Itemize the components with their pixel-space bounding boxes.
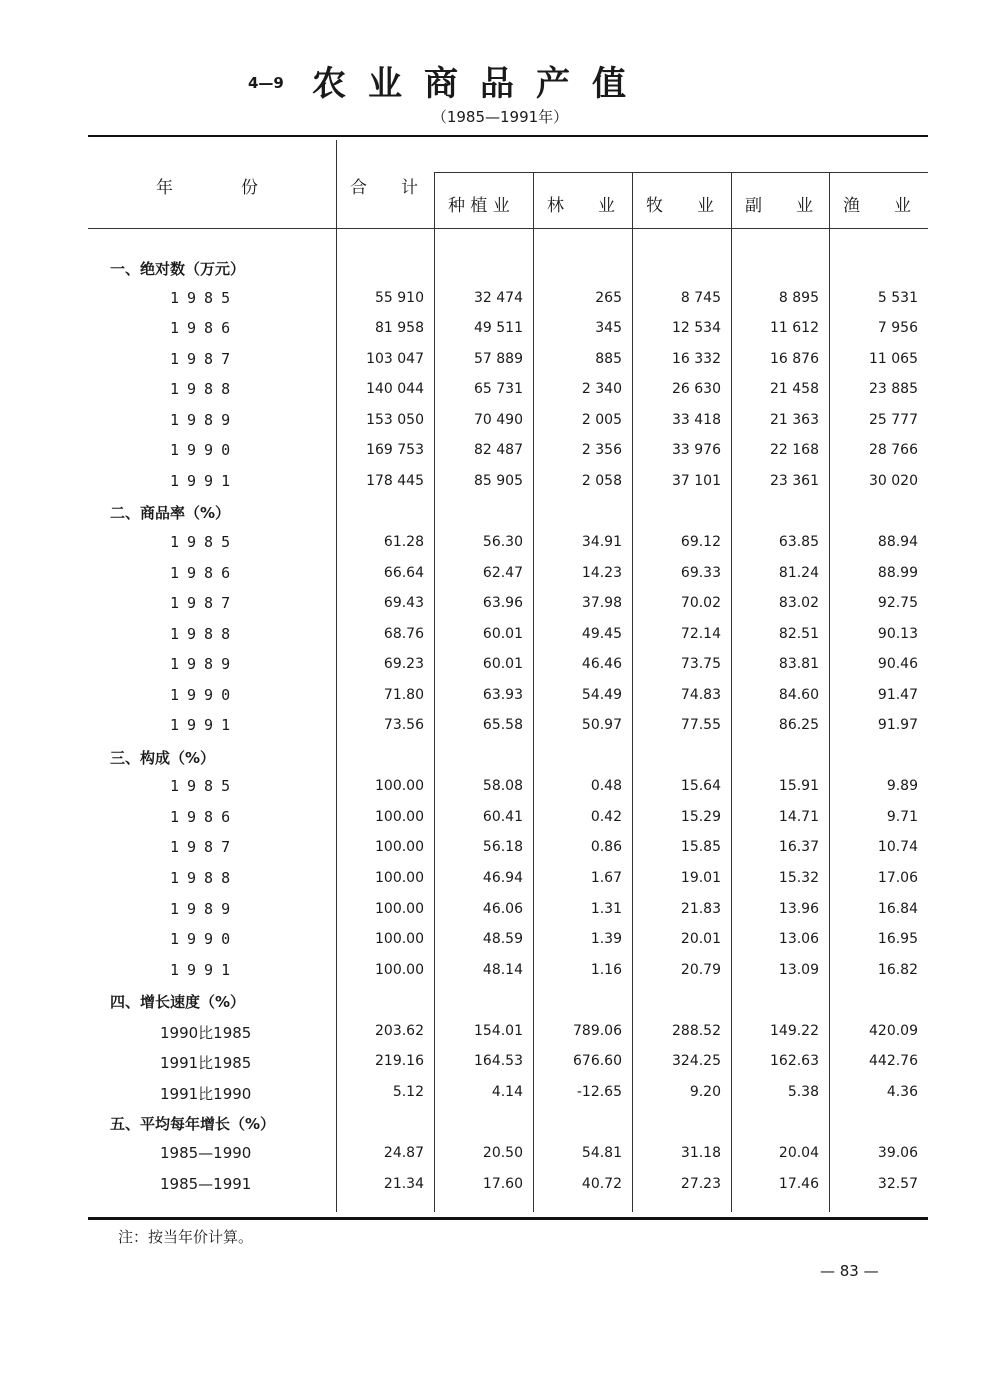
table-cell: 0.42	[590, 808, 622, 825]
table-cell: 4.14	[491, 1083, 523, 1100]
table-cell: 13.06	[778, 931, 819, 948]
table-cell: 63.85	[778, 533, 819, 550]
table-number: 4—9	[248, 74, 284, 92]
table-cell: 21 363	[770, 411, 819, 428]
table-cell: 24.87	[383, 1144, 424, 1161]
top-rule	[88, 135, 928, 137]
row-label: 1988	[170, 380, 239, 399]
table-cell: 88.99	[877, 564, 918, 581]
table-cell: 16.37	[778, 839, 819, 856]
table-cell: 2 356	[581, 442, 622, 459]
header-year: 年 份	[156, 178, 258, 198]
table-cell: 16 332	[672, 350, 721, 367]
table-cell: 65.58	[482, 717, 523, 734]
table-cell: 26 630	[672, 381, 721, 398]
table-cell: 73.75	[680, 656, 721, 673]
table-cell: 82 487	[474, 442, 523, 459]
table-cell: 100.00	[375, 808, 424, 825]
table-cell: 81 958	[375, 320, 424, 337]
row-label: 1991比1990	[160, 1084, 252, 1103]
table-cell: 9.71	[886, 808, 918, 825]
table-cell: 13.96	[778, 900, 819, 917]
table-cell: 48.14	[482, 961, 523, 978]
table-cell: 16.95	[877, 931, 918, 948]
row-label: 1987	[170, 349, 239, 368]
table-cell: 20.50	[482, 1144, 523, 1161]
bottom-rule	[88, 1217, 928, 1220]
table-cell: 15.64	[680, 778, 721, 795]
table-cell: 153 050	[366, 411, 424, 428]
row-label: 1985	[170, 532, 239, 551]
table-cell: 37 101	[672, 472, 721, 489]
table-cell: 46.94	[482, 870, 523, 886]
section-label: 五、平均每年增长（%）	[110, 1115, 276, 1134]
table-cell: 1.67	[590, 870, 622, 886]
table-cell: 20.79	[680, 961, 721, 978]
table-cell: 60.41	[482, 808, 523, 825]
table-cell: 28 766	[869, 442, 918, 459]
table-cell: 7 956	[877, 320, 918, 337]
section-label: 一、绝对数（万元）	[110, 260, 246, 278]
row-label: 1986	[170, 319, 239, 338]
page-number: — 83 —	[820, 1262, 879, 1280]
table-cell: 154.01	[474, 1022, 523, 1039]
table-cell: 69.23	[383, 656, 424, 673]
table-cell: 8 745	[680, 289, 721, 306]
row-label: 1991	[170, 960, 239, 979]
row-label: 1988	[170, 624, 239, 643]
table-cell: 164.53	[474, 1053, 523, 1070]
table-cell: 2 340	[581, 381, 622, 398]
row-label: 1991	[170, 716, 239, 735]
table-cell: 1.31	[590, 900, 622, 917]
table-cell: 11 612	[770, 320, 819, 337]
table-cell: 5 531	[877, 289, 918, 306]
table-cell: 13.09	[778, 961, 819, 978]
row-label: 1989	[170, 899, 239, 918]
table-cell: 91.47	[877, 686, 918, 703]
page-title: 农业商品产值	[312, 64, 648, 104]
table-cell: 57 889	[474, 350, 523, 367]
table-cell: 60.01	[482, 656, 523, 673]
header-col-forestry: 林 业	[547, 196, 615, 216]
table-cell: 49.45	[581, 625, 622, 642]
table-cell: 46.46	[581, 656, 622, 673]
table-cell: 82.51	[778, 625, 819, 642]
row-label: 1990	[170, 930, 239, 949]
table-cell: 288.52	[672, 1022, 721, 1039]
table-cell: 20.04	[778, 1144, 819, 1161]
table-cell: 23 361	[770, 472, 819, 489]
table-cell: 676.60	[573, 1053, 622, 1070]
footnote: 注：按当年价计算。	[118, 1228, 254, 1246]
table-cell: 27.23	[680, 1175, 721, 1192]
table-cell: 33 418	[672, 411, 721, 428]
table-cell: 39.06	[877, 1144, 918, 1161]
table-cell: 885	[595, 350, 622, 367]
table-cell: 54.81	[581, 1144, 622, 1161]
header-col-sideline: 副 业	[745, 196, 813, 216]
table-cell: 21.34	[383, 1175, 424, 1192]
table-cell: 30 020	[869, 472, 918, 489]
table-cell: 14.71	[778, 808, 819, 825]
table-cell: 71.80	[383, 686, 424, 703]
table-cell: 442.76	[869, 1053, 918, 1070]
table-cell: 140 044	[366, 381, 424, 398]
table-cell: 21 458	[770, 381, 819, 398]
row-label: 1988	[170, 869, 239, 887]
row-label: 1990	[170, 441, 239, 460]
table-cell: 19.01	[680, 870, 721, 886]
table-cell: 46.06	[482, 900, 523, 917]
table-cell: 178 445	[366, 472, 424, 489]
table-cell: 56.18	[482, 839, 523, 856]
section-label: 三、构成（%）	[110, 748, 216, 767]
table-cell: 203.62	[375, 1022, 424, 1039]
table-cell: 31.18	[680, 1144, 721, 1161]
table-cell: 162.63	[770, 1053, 819, 1070]
table-cell: 16.82	[877, 961, 918, 978]
table-cell: 20.01	[680, 931, 721, 948]
table-cell: 90.13	[877, 625, 918, 642]
table-cell: 2 058	[581, 472, 622, 489]
table-cell: 100.00	[375, 961, 424, 978]
row-label: 1987	[170, 838, 239, 857]
table-cell: 88.94	[877, 533, 918, 550]
table-cell: 14.23	[581, 564, 622, 581]
table-cell: 324.25	[672, 1053, 721, 1070]
table-cell: 49 511	[474, 320, 523, 337]
row-label: 1991	[170, 471, 239, 490]
table-cell: 16 876	[770, 350, 819, 367]
table-cell: 65 731	[474, 381, 523, 398]
table-cell: 219.16	[375, 1053, 424, 1070]
table-cell: 149.22	[770, 1022, 819, 1039]
table-cell: 17.46	[778, 1175, 819, 1192]
table-cell: 420.09	[869, 1022, 918, 1039]
row-label: 1986	[170, 563, 239, 582]
table-cell: 100.00	[375, 900, 424, 917]
table-cell: 86.25	[778, 717, 819, 734]
table-cell: 70 490	[474, 411, 523, 428]
table-cell: 100.00	[375, 839, 424, 856]
table-cell: 77.55	[680, 717, 721, 734]
header-col-fishery: 渔 业	[843, 196, 911, 216]
table-cell: 15.32	[778, 870, 819, 886]
table-cell: 32.57	[877, 1175, 918, 1192]
table-cell: 68.76	[383, 625, 424, 642]
table-cell: 10.74	[877, 839, 918, 856]
table-cell: 0.86	[590, 839, 622, 856]
row-label: 1986	[170, 807, 239, 826]
table-cell: 70.02	[680, 595, 721, 612]
table-cell: 81.24	[778, 564, 819, 581]
row-label: 1985—1990	[160, 1143, 252, 1162]
header-col-crop: 种 植 业	[448, 196, 510, 216]
table-cell: 2 005	[581, 411, 622, 428]
section-label: 四、增长速度（%）	[110, 993, 246, 1012]
table-cell: 5.38	[787, 1083, 819, 1100]
table-cell: 0.48	[590, 778, 622, 795]
table-cell: 34.91	[581, 533, 622, 550]
row-label: 1990	[170, 685, 239, 704]
table-cell: 345	[595, 320, 622, 337]
table-cell: 92.75	[877, 595, 918, 612]
row-label: 1985	[170, 777, 239, 796]
section-label: 二、商品率（%）	[110, 504, 231, 523]
row-label: 1989	[170, 410, 239, 429]
table-cell: 12 534	[672, 320, 721, 337]
table-cell: 1.16	[590, 961, 622, 978]
table-cell: 90.46	[877, 656, 918, 673]
table-cell: 1.39	[590, 931, 622, 948]
table-cell: 69.33	[680, 564, 721, 581]
header-col-livestock: 牧 业	[646, 196, 714, 216]
table-cell: 73.56	[383, 717, 424, 734]
row-label: 1985	[170, 288, 239, 307]
table-cell: 72.14	[680, 625, 721, 642]
table-cell: 23 885	[869, 381, 918, 398]
table-cell: 8 895	[778, 289, 819, 306]
table-cell: 33 976	[672, 442, 721, 459]
header-total: 合 计	[350, 178, 418, 198]
table-cell: 62.47	[482, 564, 523, 581]
table-cell: 5.12	[392, 1083, 424, 1100]
table-cell: 789.06	[573, 1022, 622, 1039]
table-cell: 84.60	[778, 686, 819, 703]
table-cell: 85 905	[474, 472, 523, 489]
table-cell: 4.36	[886, 1083, 918, 1100]
table-cell: 17.06	[877, 870, 918, 886]
row-label: 1987	[170, 594, 239, 613]
header-rule	[88, 228, 928, 229]
table-cell: 69.43	[383, 595, 424, 612]
table-cell: 48.59	[482, 931, 523, 948]
row-label: 1985—1991	[160, 1174, 252, 1193]
table-cell: 69.12	[680, 533, 721, 550]
page-subtitle: （1985—1991年）	[431, 108, 569, 126]
table-cell: 32 474	[474, 289, 523, 306]
table-cell: 74.83	[680, 686, 721, 703]
table-cell: 15.91	[778, 778, 819, 795]
table-cell: -12.65	[576, 1083, 622, 1100]
table-cell: 17.60	[482, 1175, 523, 1192]
table-cell: 66.64	[383, 564, 424, 581]
table-cell: 100.00	[375, 931, 424, 948]
table-cell: 91.97	[877, 717, 918, 734]
table-cell: 11 065	[869, 350, 918, 367]
table-cell: 61.28	[383, 533, 424, 550]
table-cell: 50.97	[581, 717, 622, 734]
table-cell: 56.30	[482, 533, 523, 550]
table-cell: 58.08	[482, 778, 523, 795]
table-cell: 83.81	[778, 656, 819, 673]
table-cell: 100.00	[375, 778, 424, 795]
table-cell: 100.00	[375, 870, 424, 886]
table-cell: 16.84	[877, 900, 918, 917]
table-cell: 37.98	[581, 595, 622, 612]
table-cell: 15.85	[680, 839, 721, 856]
row-label: 1989	[170, 655, 239, 674]
table-cell: 9.89	[886, 778, 918, 795]
table-cell: 103 047	[366, 350, 424, 367]
table-cell: 63.93	[482, 686, 523, 703]
table-cell: 169 753	[366, 442, 424, 459]
table-cell: 83.02	[778, 595, 819, 612]
table-cell: 54.49	[581, 686, 622, 703]
table-cell: 40.72	[581, 1175, 622, 1192]
row-label: 1991比1985	[160, 1054, 252, 1073]
table-cell: 265	[595, 289, 622, 306]
table-cell: 63.96	[482, 595, 523, 612]
table-cell: 15.29	[680, 808, 721, 825]
table-cell: 22 168	[770, 442, 819, 459]
subheader-rule	[434, 172, 928, 173]
table-cell: 25 777	[869, 411, 918, 428]
table-cell: 9.20	[689, 1083, 721, 1100]
table-cell: 60.01	[482, 625, 523, 642]
row-label: 1990比1985	[160, 1023, 252, 1042]
table-cell: 21.83	[680, 900, 721, 917]
table-cell: 55 910	[375, 289, 424, 306]
